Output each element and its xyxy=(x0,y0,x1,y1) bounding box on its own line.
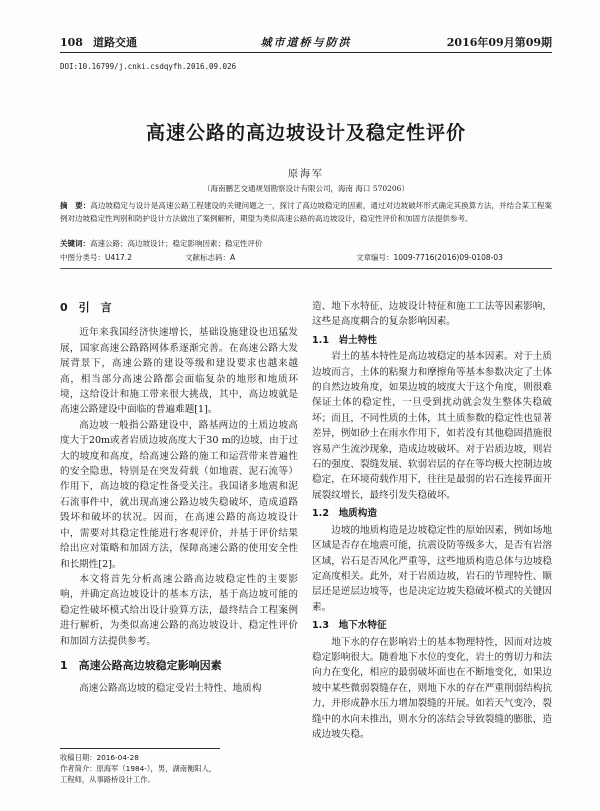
keywords xyxy=(60,238,552,249)
page-number: 108 xyxy=(60,36,83,49)
keywords-text: 高速公路；高边坡设计；稳定影响因素；稳定性评价 xyxy=(90,239,263,248)
paragraph: 造、地下水特征、边坡设计特征和施工工法等因素影响，这些是高度耦合的复杂影响因素。 xyxy=(312,301,552,328)
section-heading-factors: 1 高速公路高边坡稳定影响因素 xyxy=(60,658,222,672)
paragraph: 地下水的存在影响岩土的基本物理特性，因而对边坡稳定影响很大。随着地下水位的变化，岩土的剪切力和法向力在变化，相应的最弱破坏面也在不断地变化，如果边坡中某些微弱裂缝存在，则地下水的存在严重削弱结构抗力，并形成静水压力增加裂缝的开展。如若天气变冷，裂缝中的水向未推出，则水分的冻结会导致裂缝的膨胀，造成边坡失稳。 xyxy=(312,636,552,740)
journal-name: 城市道桥与防洪 xyxy=(260,36,352,49)
running-header xyxy=(60,34,552,52)
subsection-heading-groundwater: 1.3 地下水特征 xyxy=(312,620,387,632)
doi: DOI:10.16799/j.cnki.csdqyfh.2016.09.026 xyxy=(60,62,237,71)
keywords-label: 关键词： xyxy=(60,239,90,248)
subsection-heading-geotech: 1.1 岩土特性 xyxy=(312,334,377,346)
paper-title: 高速公路的高边坡设计及稳定性评价 xyxy=(145,122,466,144)
journal-section: 道路交通 xyxy=(92,36,137,49)
document-code: 文献标志码：A xyxy=(185,253,236,262)
classification-line xyxy=(60,252,552,264)
footnote xyxy=(60,748,220,785)
paragraph: 近年来我国经济快速增长，基础设施建设也迅猛发展，国家高速公路路网体系逐渐完善。在高速公路大发展背景下，高速公路的建设等级和建设要求也越来越高，相当部分高速公路都会面临复杂的地形和地质环境，这给设计和施工带来很大挑战，其中，高边坡就是高速公路建设中面临的普遍难题[1]。 xyxy=(60,327,298,416)
affiliation: （海南鹏艺交通规划勘察设计有限公司，海南 海口 570206） xyxy=(203,184,409,193)
abstract xyxy=(60,200,552,225)
paragraph: 岩土的基本特性是高边坡稳定的基本因素。对于土质边坡而言，土体的粘聚力和摩擦角等基本参数决定了土体的自然边坡角度，如果边坡的坡度大于这个角度，则很难保证土体的稳定性，一旦受到扰动就会发生整体失稳破坏；而且，不同性质的土体，其土质参数的稳定性也显著差异，例如砂土在雨水作用下，如若没有其他稳固措施很容易产生流沙现象，造成边坡破坏。对于岩质边坡，则岩石的强度、裂缝发展、软弱岩层的存在等均极大控制边坡稳定，在环境荷载作用下，往往是最弱的岩石连接界面开展裂纹增长，最终引发失稳破坏。 xyxy=(312,351,552,501)
right-column xyxy=(312,299,552,742)
article-number: 文章编号：1009-7716(2016)09-0108-03 xyxy=(356,253,503,262)
abstract-label: 摘 要： xyxy=(60,201,91,210)
issue-date: 2016年09月第09期 xyxy=(446,36,552,49)
left-column xyxy=(60,300,298,697)
paragraph: 本文将首先分析高速公路高边坡稳定性的主要影响，并确定高边坡设计的基本方法，基于高边坡可能的稳定性破坏模式给出设计验算方法，最终结合工程案例进行解析，为类似高速公路的高边坡设计、稳定性评价和加固方法提供参考。 xyxy=(60,573,298,647)
section-heading-introduction: 0 引 言 xyxy=(60,301,112,314)
received-date: 收稿日期：2016-04-28 xyxy=(60,753,139,762)
paragraph: 高速公路高边坡的稳定受岩土特性、地质构 xyxy=(79,683,262,695)
author: 原海军 xyxy=(288,169,324,180)
paragraph: 边坡的地质构造是边坡稳定性的原始因素，例如场地区域是否存在地震可能，抗震设防等级多大，是否有岩溶区域，岩石是否风化严重等，这些地质构造总体与边坡稳定高度相关。此外，对于岩质边坡，岩石的节理特性、顺层还是逆层边坡等，也是决定边坡失稳破坏模式的关键因素。 xyxy=(312,524,552,613)
subsection-heading-geology: 1.2 地质构造 xyxy=(312,508,377,520)
abstract-divider xyxy=(60,268,552,269)
author-bio: 作者简介：原海军（1984-），男，湖南衡阳人，工程师，从事路桥设计工作。 xyxy=(60,764,217,784)
abstract-text: 高边坡稳定与设计是高速公路工程建设的关键问题之一，探讨了高边坡稳定的因素，通过对边坡破坏形式确定其换算方法，并结合某工程案例对边坡稳定性判别和防护设计方法做出了案例解析，期望为类似高速公路的高边坡设计，稳定性评价和加固方法提供参考。 xyxy=(60,201,552,223)
paragraph: 高边坡一般指公路建设中，路基两边的土质边坡高度大于20m或者岩质边坡高度大于30 m的边坡，由于过大的坡度和高度，给高速公路的施工和运营带来普遍性的安全隐患，特别是在突发荷载（如地震、泥石流等）作用下，高边坡的稳定性备受关注。我国诸多地震和泥石流事件中，就出现高速公路边坡失稳破坏，造成道路毁坏和破坏的状况。因而，在高速公路的高边坡设计中，需要对其稳定性能进行客观评价，并基于评价结果给出应对策略和加固方法，保障高速公路的使用安全性和长期性[2]。 xyxy=(60,419,298,570)
clc-number: 中图分类号：U417.2 xyxy=(60,253,132,262)
header-rule xyxy=(60,52,552,53)
